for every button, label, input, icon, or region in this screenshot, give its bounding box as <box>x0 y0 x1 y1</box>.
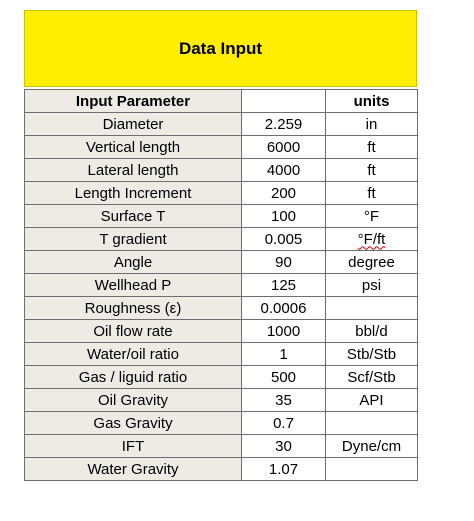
units-text: °F/ft <box>357 230 386 248</box>
parameter-cell: IFT <box>25 435 242 458</box>
parameter-cell: Lateral length <box>25 159 242 182</box>
value-cell: 35 <box>242 389 326 412</box>
parameter-cell: Oil Gravity <box>25 389 242 412</box>
parameter-cell: Length Increment <box>25 182 242 205</box>
parameter-cell: Vertical length <box>25 136 242 159</box>
value-cell: 0.0006 <box>242 297 326 320</box>
table-row <box>25 412 418 435</box>
units-cell: API <box>326 389 418 412</box>
parameter-cell: Oil flow rate <box>25 320 242 343</box>
parameter-cell: Water Gravity <box>25 458 242 481</box>
units-cell <box>326 412 418 435</box>
value-cell: 200 <box>242 182 326 205</box>
units-cell: ft <box>326 159 418 182</box>
value-cell: 0.005 <box>242 228 326 251</box>
value-cell: 1.07 <box>242 458 326 481</box>
parameter-cell: Roughness (ε) <box>25 297 242 320</box>
table-row <box>25 320 418 343</box>
table-row <box>25 136 418 159</box>
parameter-cell: Surface T <box>25 205 242 228</box>
parameter-cell: Wellhead P <box>25 274 242 297</box>
value-cell: 0.7 <box>242 412 326 435</box>
table-row <box>25 228 418 251</box>
value-cell: 6000 <box>242 136 326 159</box>
units-cell: ft <box>326 182 418 205</box>
units-cell: degree <box>326 251 418 274</box>
table-row <box>25 435 418 458</box>
parameter-cell: T gradient <box>25 228 242 251</box>
units-cell: °F <box>326 205 418 228</box>
header-parameter: Input Parameter <box>25 90 242 113</box>
title-banner <box>24 10 417 87</box>
table-row <box>25 366 418 389</box>
value-cell: 500 <box>242 366 326 389</box>
units-cell: bbl/d <box>326 320 418 343</box>
value-cell: 2.259 <box>242 113 326 136</box>
table-row <box>25 251 418 274</box>
units-cell: in <box>326 113 418 136</box>
data-input-table <box>24 89 418 481</box>
value-cell: 1 <box>242 343 326 366</box>
units-cell: Dyne/cm <box>326 435 418 458</box>
table-row <box>25 297 418 320</box>
units-cell <box>326 297 418 320</box>
table-row <box>25 343 418 366</box>
parameter-cell: Gas / liguid ratio <box>25 366 242 389</box>
page-title: Data Input <box>178 38 263 58</box>
value-cell: 4000 <box>242 159 326 182</box>
parameter-cell: Angle <box>25 251 242 274</box>
value-cell: 100 <box>242 205 326 228</box>
table-row <box>25 274 418 297</box>
header-units: units <box>326 90 418 113</box>
value-cell: 1000 <box>242 320 326 343</box>
units-cell: psi <box>326 274 418 297</box>
table-row <box>25 458 418 481</box>
table-row <box>25 113 418 136</box>
value-cell: 125 <box>242 274 326 297</box>
table-row <box>25 159 418 182</box>
table-row <box>25 389 418 412</box>
header-value <box>242 90 326 113</box>
header-row <box>25 90 418 113</box>
table-row <box>25 182 418 205</box>
units-cell <box>326 458 418 481</box>
value-cell: 90 <box>242 251 326 274</box>
parameter-cell: Gas Gravity <box>25 412 242 435</box>
units-cell: Stb/Stb <box>326 343 418 366</box>
parameter-cell: Water/oil ratio <box>25 343 242 366</box>
units-cell: ft <box>326 136 418 159</box>
parameter-cell: Diameter <box>25 113 242 136</box>
units-cell: Scf/Stb <box>326 366 418 389</box>
units-cell <box>326 228 418 251</box>
value-cell: 30 <box>242 435 326 458</box>
table-row <box>25 205 418 228</box>
